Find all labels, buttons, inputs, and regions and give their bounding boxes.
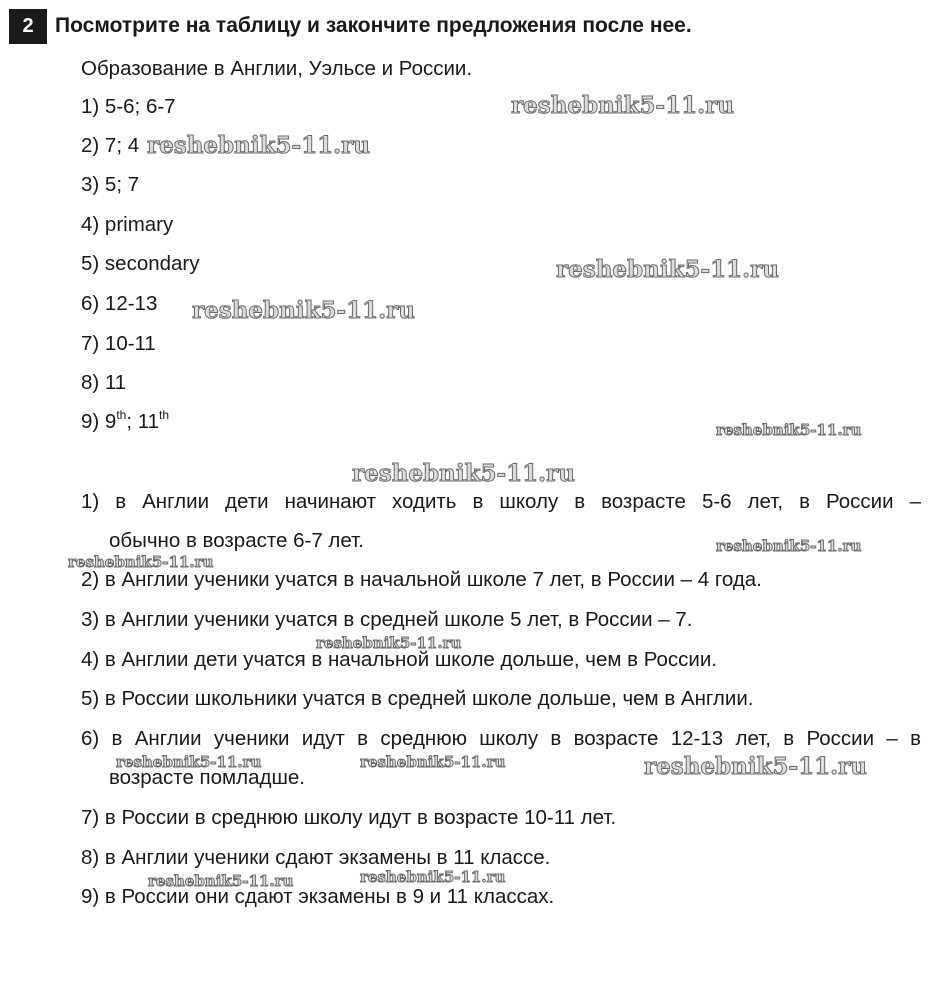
- sentence-9: 9) в России они сдают экзамены в 9 и 11 классах.: [81, 885, 555, 908]
- sentence-4: 4) в Англии дети учатся в начальной школе дольше, чем в России.: [81, 648, 718, 671]
- watermark: reshebnik5-11.ru: [316, 634, 462, 652]
- task-number-badge: 2: [9, 9, 47, 44]
- watermark: reshebnik5-11.ru: [116, 753, 262, 771]
- answer9-prefix: 9) 9: [81, 410, 117, 433]
- watermark: reshebnik5-11.ru: [192, 297, 415, 324]
- answer-item: 3) 5; 7: [81, 173, 140, 196]
- watermark: reshebnik5-11.ru: [556, 256, 779, 283]
- answer-item: 6) 12-13: [81, 292, 158, 315]
- sentence-8: 8) в Англии ученики сдают экзамены в 11 классе.: [81, 846, 551, 869]
- task-title: Посмотрите на таблицу и закончите предложения после нее.: [55, 14, 692, 37]
- answer-item: 8) 11: [81, 371, 127, 394]
- watermark: reshebnik5-11.ru: [644, 753, 867, 780]
- answer-item: 2) 7; 4: [81, 134, 140, 157]
- answer9-sup1: th: [116, 408, 127, 422]
- watermark: reshebnik5-11.ru: [360, 753, 506, 771]
- answer-item: 5) secondary: [81, 252, 200, 275]
- sentence-7: 7) в России в среднюю школу идут в возрасте 10-11 лет.: [81, 806, 617, 829]
- sentence-3: 3) в Англии ученики учатся в средней школе 5 лет, в России – 7.: [81, 608, 693, 631]
- watermark: reshebnik5-11.ru: [352, 460, 575, 487]
- answer-item: 7) 10-11: [81, 332, 156, 355]
- answer9-sup2: th: [159, 408, 170, 422]
- watermark: reshebnik5-11.ru: [511, 92, 734, 119]
- sentence-6-line-2: возрасте помладше.: [109, 766, 306, 789]
- watermark: reshebnik5-11.ru: [148, 872, 294, 890]
- answer-item: 4) primary: [81, 213, 174, 236]
- sentence-5: 5) в России школьники учатся в средней школе дольше, чем в Англии.: [81, 687, 754, 710]
- sentence-1-line-2: обычно в возрасте 6-7 лет.: [109, 529, 364, 552]
- watermark: reshebnik5-11.ru: [360, 868, 506, 886]
- answer-item: 1) 5-6; 6-7: [81, 95, 176, 118]
- watermark: reshebnik5-11.ru: [716, 421, 862, 439]
- watermark: reshebnik5-11.ru: [68, 553, 214, 571]
- answer9-middle: ; 11: [126, 410, 160, 433]
- subtitle: Образование в Англии, Уэльсе и России.: [81, 57, 473, 80]
- sentence-6-line-1: 6) в Англии ученики идут в среднюю школу в возрасте 12-13 лет, в России – в: [81, 727, 921, 750]
- sentence-1-line-1: 1) в Англии дети начинают ходить в школу в возрасте 5-6 лет, в России –: [81, 490, 921, 513]
- sentence-2: 2) в Англии ученики учатся в начальной школе 7 лет, в России – 4 года.: [81, 568, 762, 591]
- answer-item-9: [81, 409, 169, 435]
- watermark: reshebnik5-11.ru: [716, 537, 862, 555]
- watermark: reshebnik5-11.ru: [147, 132, 370, 159]
